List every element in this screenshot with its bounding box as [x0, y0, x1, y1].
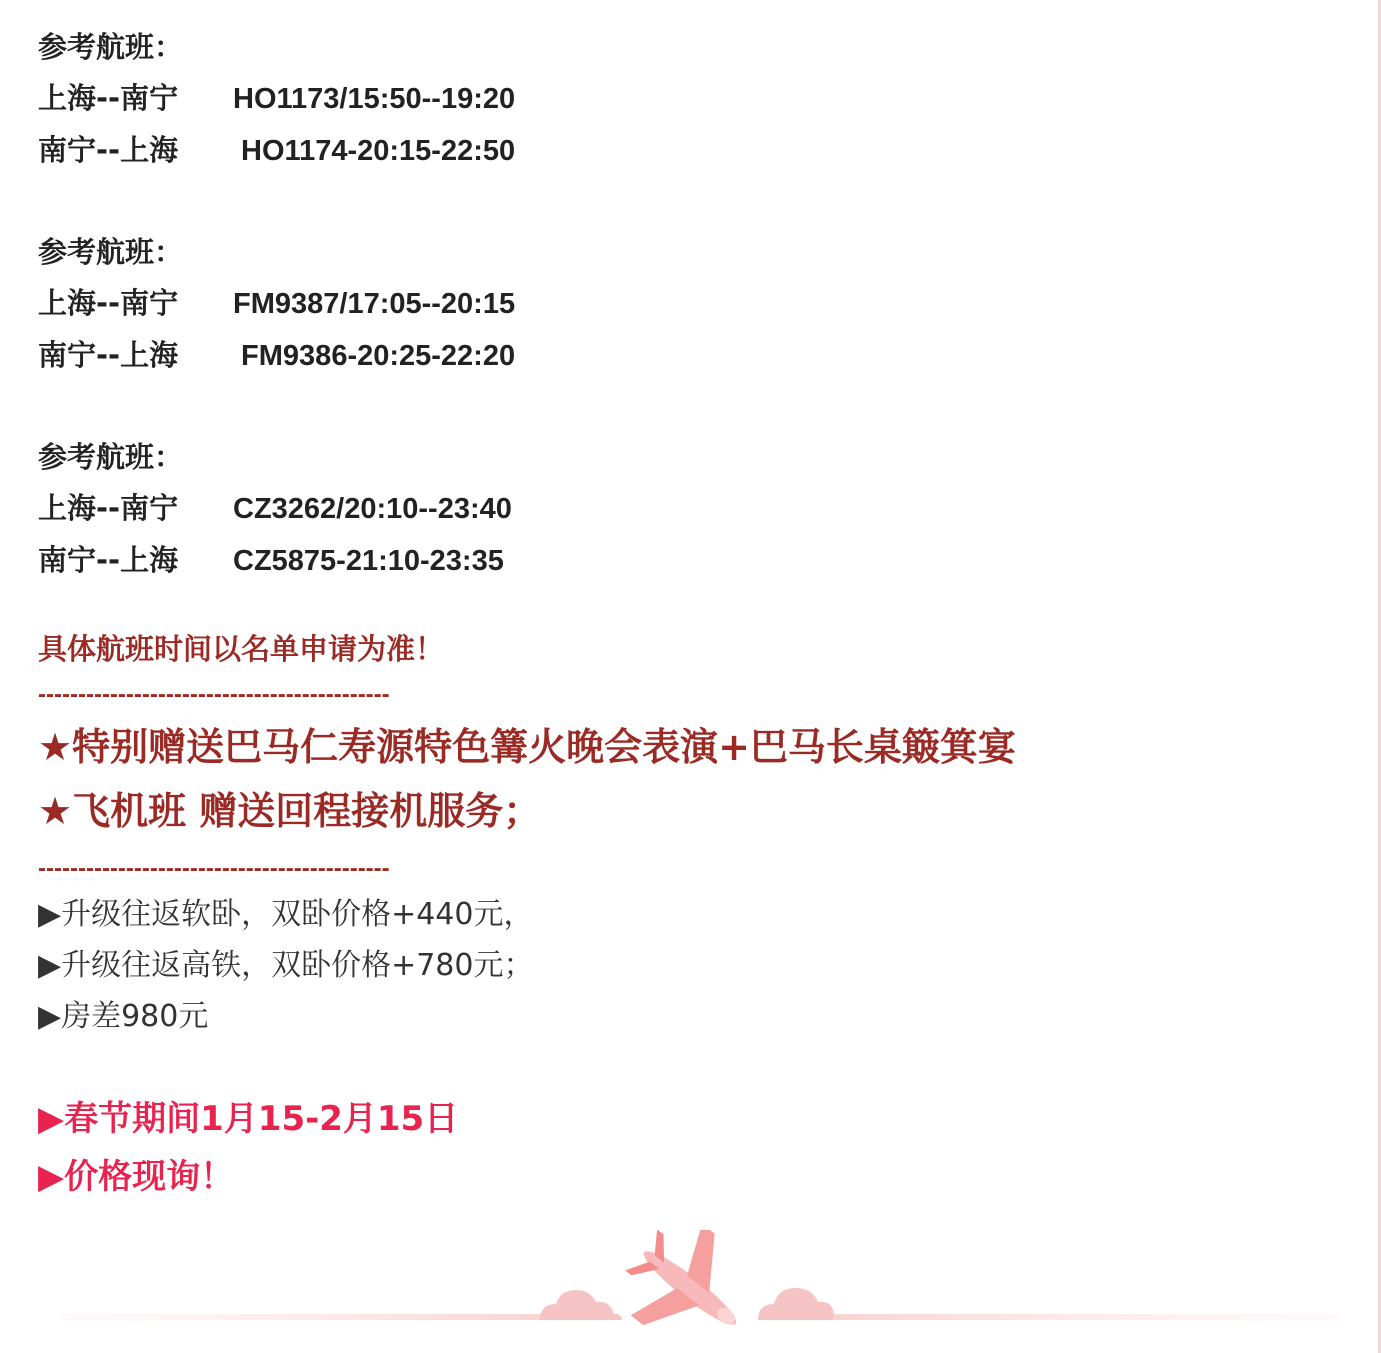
route-label: 南宁--上海 [38, 338, 179, 372]
flight-heading: 参考航班： [38, 440, 184, 474]
flight-block-3 [38, 432, 1338, 587]
room-difference: ▶房差980元 [38, 999, 209, 1034]
itinerary-content [38, 22, 1338, 1206]
flight-block-2 [38, 227, 1338, 382]
route-label: 上海--南宁 [38, 491, 179, 525]
flight-return [38, 125, 1338, 177]
flight-code: FM9387/17:05--20:15 [233, 288, 516, 320]
airplane-icon [60, 1230, 1340, 1350]
flight-block-1 [38, 22, 1338, 177]
flight-return [38, 330, 1338, 382]
flight-return [38, 535, 1338, 587]
divider-bottom: -------------------------------------------- [38, 855, 390, 882]
flight-time-note: 具体航班时间以名单申请为准！ [38, 632, 445, 666]
gift-bonfire: ★特别赠送巴马仁寿源特色篝火晚会表演+巴马长桌簸箕宴 [38, 725, 1016, 769]
flight-code: HO1174-20:15-22:50 [233, 135, 516, 167]
route-label: 南宁--上海 [38, 133, 179, 167]
flight-outbound [38, 73, 1338, 125]
flight-outbound [38, 483, 1338, 535]
route-label: 南宁--上海 [38, 543, 179, 577]
flight-heading: 参考航班： [38, 30, 184, 64]
route-label: 上海--南宁 [38, 81, 179, 115]
flight-code: CZ5875-21:10-23:35 [233, 545, 504, 577]
route-label: 上海--南宁 [38, 286, 179, 320]
gift-airport-pickup: ★飞机班 赠送回程接机服务； [38, 789, 542, 833]
price-inquiry: ▶价格现询！ [38, 1157, 235, 1197]
upgrade-high-speed-rail: ▶升级往返高铁，双卧价格+780元； [38, 948, 534, 983]
spring-festival-period: ▶春节期间1月15-2月15日 [38, 1099, 459, 1139]
flight-outbound [38, 278, 1338, 330]
upgrade-soft-sleeper: ▶升级往返软卧，双卧价格+440元， [38, 897, 534, 932]
divider-top: -------------------------------------------- [38, 681, 390, 708]
flight-heading: 参考航班： [38, 235, 184, 269]
flight-code: FM9386-20:25-22:20 [233, 340, 516, 372]
flight-code: HO1173/15:50--19:20 [233, 83, 516, 115]
flight-code: CZ3262/20:10--23:40 [233, 493, 512, 525]
